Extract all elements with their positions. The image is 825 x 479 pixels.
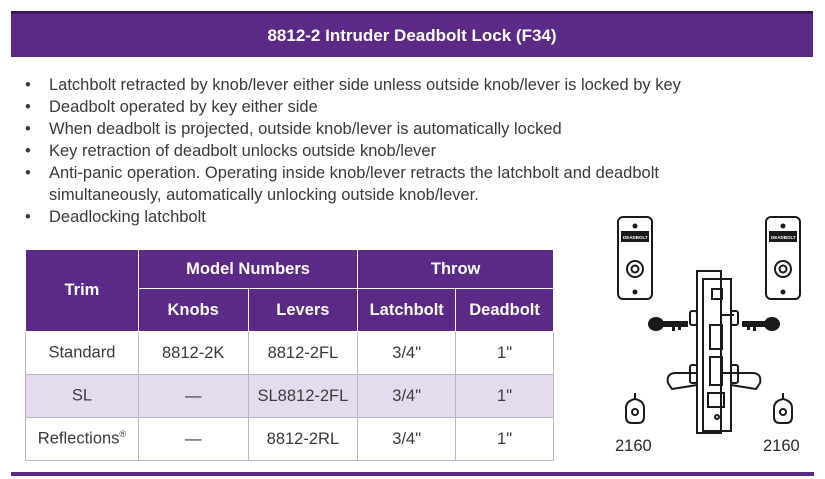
left-key-icon [648, 317, 688, 331]
lock-function-diagram [600, 205, 820, 470]
left-cam-label: 2160 [615, 437, 652, 455]
header-deadbolt: Deadbolt [456, 289, 554, 332]
cell-knobs: 8812-2K [138, 332, 248, 375]
feature-item: • Key retraction of deadbolt unlocks outside knob/lever [24, 140, 784, 162]
mortise-lock-body-icon [697, 271, 734, 433]
cell-deadbolt: 1" [456, 418, 554, 461]
feature-item: • When deadbolt is projected, outside knob/lever is automatically locked [24, 118, 784, 140]
table-row [26, 418, 554, 461]
cell-knobs: — [138, 418, 248, 461]
right-cylinder-plate-icon [766, 217, 800, 299]
right-plate-text: DEADBOLT [771, 235, 796, 240]
cell-levers: 8812-2FL [248, 332, 358, 375]
left-2160-cam-icon [626, 393, 644, 423]
lock-diagram-drawing [600, 205, 820, 470]
header-model-numbers: Model Numbers [138, 250, 357, 289]
header-levers: Levers [248, 289, 358, 332]
header-trim: Trim [26, 250, 139, 332]
page-title: 8812-2 Intruder Deadbolt Lock (F34) [11, 11, 813, 57]
cell-deadbolt: 1" [456, 375, 554, 418]
cell-latchbolt: 3/4" [358, 375, 456, 418]
header-latchbolt: Latchbolt [358, 289, 456, 332]
cell-trim: SL [26, 375, 139, 418]
cell-latchbolt: 3/4" [358, 418, 456, 461]
cell-levers: 8812-2RL [248, 418, 358, 461]
spec-table [25, 249, 554, 461]
right-lever-icon [731, 365, 760, 389]
table-row [26, 375, 554, 418]
cell-deadbolt: 1" [456, 332, 554, 375]
left-plate-text: DEADBOLT [623, 235, 648, 240]
left-cylinder-plate-icon [618, 217, 652, 299]
right-key-icon [742, 317, 780, 331]
bottom-divider [11, 472, 814, 476]
cell-trim: Standard [26, 332, 139, 375]
cell-knobs: — [138, 375, 248, 418]
header-throw: Throw [358, 250, 554, 289]
feature-item: • Deadlocking latchbolt [24, 206, 784, 228]
feature-item: • Anti-panic operation. Operating inside knob/lever retracts the latchbolt and deadbolt simultaneously, automatically unlocking outside knob/lever. [24, 162, 734, 206]
cell-latchbolt: 3/4" [358, 332, 456, 375]
cell-levers: SL8812-2FL [248, 375, 358, 418]
cell-trim: Reflections® [26, 418, 139, 461]
right-2160-cam-icon [774, 393, 792, 423]
right-cam-label: 2160 [763, 437, 800, 455]
feature-item: • Latchbolt retracted by knob/lever either side unless outside knob/lever is locked by key [24, 74, 784, 96]
feature-item: • Deadbolt operated by key either side [24, 96, 784, 118]
left-lever-icon [668, 365, 697, 389]
table-row [26, 332, 554, 375]
header-knobs: Knobs [138, 289, 248, 332]
